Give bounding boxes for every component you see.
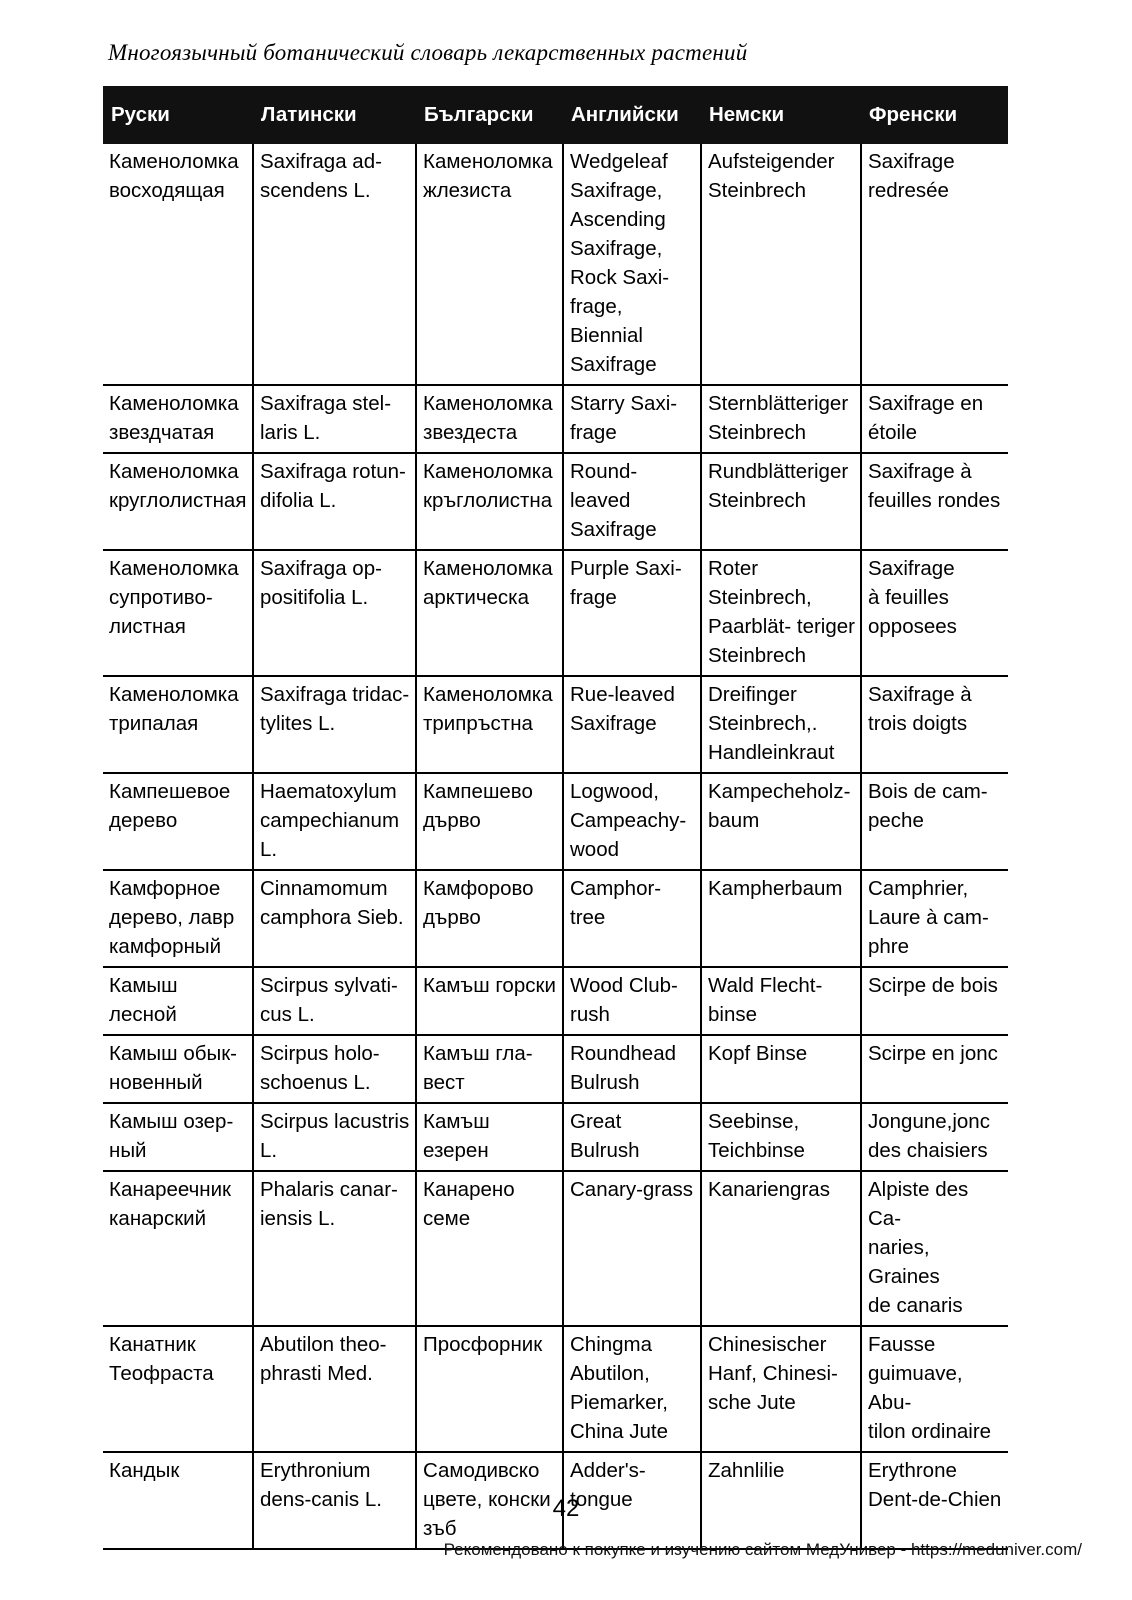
russian-name-cell: Камыш лесной	[103, 967, 253, 1035]
latin-name-cell: Abutilon theo- phrasti Med.	[253, 1326, 416, 1452]
german-name-cell: Wald Flecht- binse	[701, 967, 861, 1035]
latin-name-cell: Haematoxylum campechianum L.	[253, 773, 416, 870]
german-name-cell: Kopf Binse	[701, 1035, 861, 1103]
english-name-cell: Camphor-tree	[563, 870, 701, 967]
french-name-cell: Saxifrage à trois doigts	[861, 676, 1008, 773]
latin-name-cell: Saxifraga stel- laris L.	[253, 385, 416, 453]
latin-name-cell: Phalaris canar- iensis L.	[253, 1171, 416, 1326]
footer-note: Рекомендовано к покупке и изучению сайтом МедУнивер - https://meduniver.com/	[443, 1540, 1082, 1559]
column-header-french: Френски	[861, 86, 1008, 144]
russian-name-cell: Кандык	[103, 1452, 253, 1549]
french-name-cell: Saxifrage à feuilles rondes	[861, 453, 1008, 550]
french-name-cell: Saxifrage en étoile	[861, 385, 1008, 453]
bulgarian-name-cell: Просфорник	[416, 1326, 563, 1452]
column-header-bulgarian: Български	[416, 86, 563, 144]
german-name-cell: Kanariengras	[701, 1171, 861, 1326]
english-name-cell: Wood Club- rush	[563, 967, 701, 1035]
french-name-cell: Bois de cam- peche	[861, 773, 1008, 870]
table-row	[103, 144, 1008, 385]
russian-name-cell: Каменоломка восходящая	[103, 144, 253, 385]
english-name-cell: Logwood, Campeachy- wood	[563, 773, 701, 870]
english-name-cell: Chingma Abutilon, Piemarker, China Jute	[563, 1326, 701, 1452]
english-name-cell: Canary-grass	[563, 1171, 701, 1326]
latin-name-cell: Scirpus holo- schoenus L.	[253, 1035, 416, 1103]
table-row	[103, 385, 1008, 453]
french-name-cell: Saxifrage à feuilles opposees	[861, 550, 1008, 676]
page-number: 42	[552, 1495, 580, 1522]
latin-name-cell: Scirpus sylvati- cus L.	[253, 967, 416, 1035]
french-name-cell: Camphrier, Laure à cam- phre	[861, 870, 1008, 967]
latin-name-cell: Saxifraga op- positifolia L.	[253, 550, 416, 676]
french-name-cell: Jongune,jonc des chaisiers	[861, 1103, 1008, 1171]
table-row	[103, 1103, 1008, 1171]
latin-name-cell: Saxifraga tridac- tylites L.	[253, 676, 416, 773]
french-name-cell: Saxifrage redresée	[861, 144, 1008, 385]
bulgarian-name-cell: Камфорово дърво	[416, 870, 563, 967]
english-name-cell: Great Bulrush	[563, 1103, 701, 1171]
bulgarian-name-cell: Каменоломка трипръстна	[416, 676, 563, 773]
english-name-cell: Rue-leaved Saxifrage	[563, 676, 701, 773]
english-name-cell: Roundhead Bulrush	[563, 1035, 701, 1103]
russian-name-cell: Канареечник канарский	[103, 1171, 253, 1326]
table-row	[103, 1035, 1008, 1103]
table-row	[103, 1171, 1008, 1326]
bulgarian-name-cell: Каменоломка арктическа	[416, 550, 563, 676]
bulgarian-name-cell: Каменоломка кръглолистна	[416, 453, 563, 550]
table-row	[103, 870, 1008, 967]
french-name-cell: Scirpe en jonc	[861, 1035, 1008, 1103]
german-name-cell: Seebinse, Teichbinse	[701, 1103, 861, 1171]
column-header-russian: Руски	[103, 86, 253, 144]
russian-name-cell: Каменоломка круглолистная	[103, 453, 253, 550]
bulgarian-name-cell: Каменоломка звездеста	[416, 385, 563, 453]
column-header-english: Английски	[563, 86, 701, 144]
german-name-cell: Dreifinger Steinbrech,. Handleinkraut	[701, 676, 861, 773]
german-name-cell: Zahnlilie	[701, 1452, 861, 1549]
latin-name-cell: Cinnamomum camphora Sieb.	[253, 870, 416, 967]
bulgarian-name-cell: Самодивско цвете, конски зъб	[416, 1452, 563, 1549]
german-name-cell: Aufsteigender Steinbrech	[701, 144, 861, 385]
russian-name-cell: Каменоломка звездчатая	[103, 385, 253, 453]
column-header-latin: Латински	[253, 86, 416, 144]
russian-name-cell: Кампешевое дерево	[103, 773, 253, 870]
bulgarian-name-cell: Канарено семе	[416, 1171, 563, 1326]
table-row	[103, 676, 1008, 773]
running-title: Многоязычный ботанический словарь лекарственных растений	[108, 40, 748, 65]
english-name-cell: Purple Saxi- frage	[563, 550, 701, 676]
latin-name-cell: Saxifraga ad- scendens L.	[253, 144, 416, 385]
french-name-cell: Alpiste des Ca- naries, Graines de canaris	[861, 1171, 1008, 1326]
english-name-cell: Adder's- tongue	[563, 1452, 701, 1549]
russian-name-cell: Каменоломка трипалая	[103, 676, 253, 773]
bulgarian-name-cell: Камъш гла- вест	[416, 1035, 563, 1103]
table-header-row	[103, 86, 1008, 144]
russian-name-cell: Канатник Теофраста	[103, 1326, 253, 1452]
bulgarian-name-cell: Камъш горски	[416, 967, 563, 1035]
latin-name-cell: Scirpus lacustris L.	[253, 1103, 416, 1171]
russian-name-cell: Камфорное дерево, лавр камфорный	[103, 870, 253, 967]
german-name-cell: Kampecheholz- baum	[701, 773, 861, 870]
table-row	[103, 550, 1008, 676]
table-row	[103, 453, 1008, 550]
french-name-cell: Scirpe de bois	[861, 967, 1008, 1035]
russian-name-cell: Камыш обык- новенный	[103, 1035, 253, 1103]
english-name-cell: Round-leaved Saxifrage	[563, 453, 701, 550]
french-name-cell: Erythrone Dent-de-Chien	[861, 1452, 1008, 1549]
bulgarian-name-cell: Кампешево дърво	[416, 773, 563, 870]
table-row	[103, 773, 1008, 870]
bulgarian-name-cell: Камъш езерен	[416, 1103, 563, 1171]
latin-name-cell: Saxifraga rotun- difolia L.	[253, 453, 416, 550]
table-row	[103, 967, 1008, 1035]
dictionary-table	[103, 86, 1008, 1550]
german-name-cell: Roter Steinbrech, Paarblät- teriger Steinbrech	[701, 550, 861, 676]
latin-name-cell: Erythronium dens-canis L.	[253, 1452, 416, 1549]
german-name-cell: Kampherbaum	[701, 870, 861, 967]
column-header-german: Немски	[701, 86, 861, 144]
german-name-cell: Rundblätteriger Steinbrech	[701, 453, 861, 550]
russian-name-cell: Каменоломка супротиво- листная	[103, 550, 253, 676]
table-row	[103, 1326, 1008, 1452]
german-name-cell: Chinesischer Hanf, Chinesi- sche Jute	[701, 1326, 861, 1452]
german-name-cell: Sternblätteriger Steinbrech	[701, 385, 861, 453]
bulgarian-name-cell: Каменоломка жлезиста	[416, 144, 563, 385]
english-name-cell: Starry Saxi- frage	[563, 385, 701, 453]
english-name-cell: Wedgeleaf Saxifrage, Ascending Saxifrage, Rock Saxi- frage, Biennial Saxifrage	[563, 144, 701, 385]
french-name-cell: Fausse guimuave, Abu- tilon ordinaire	[861, 1326, 1008, 1452]
russian-name-cell: Камыш озер- ный	[103, 1103, 253, 1171]
table-body	[103, 144, 1008, 1549]
